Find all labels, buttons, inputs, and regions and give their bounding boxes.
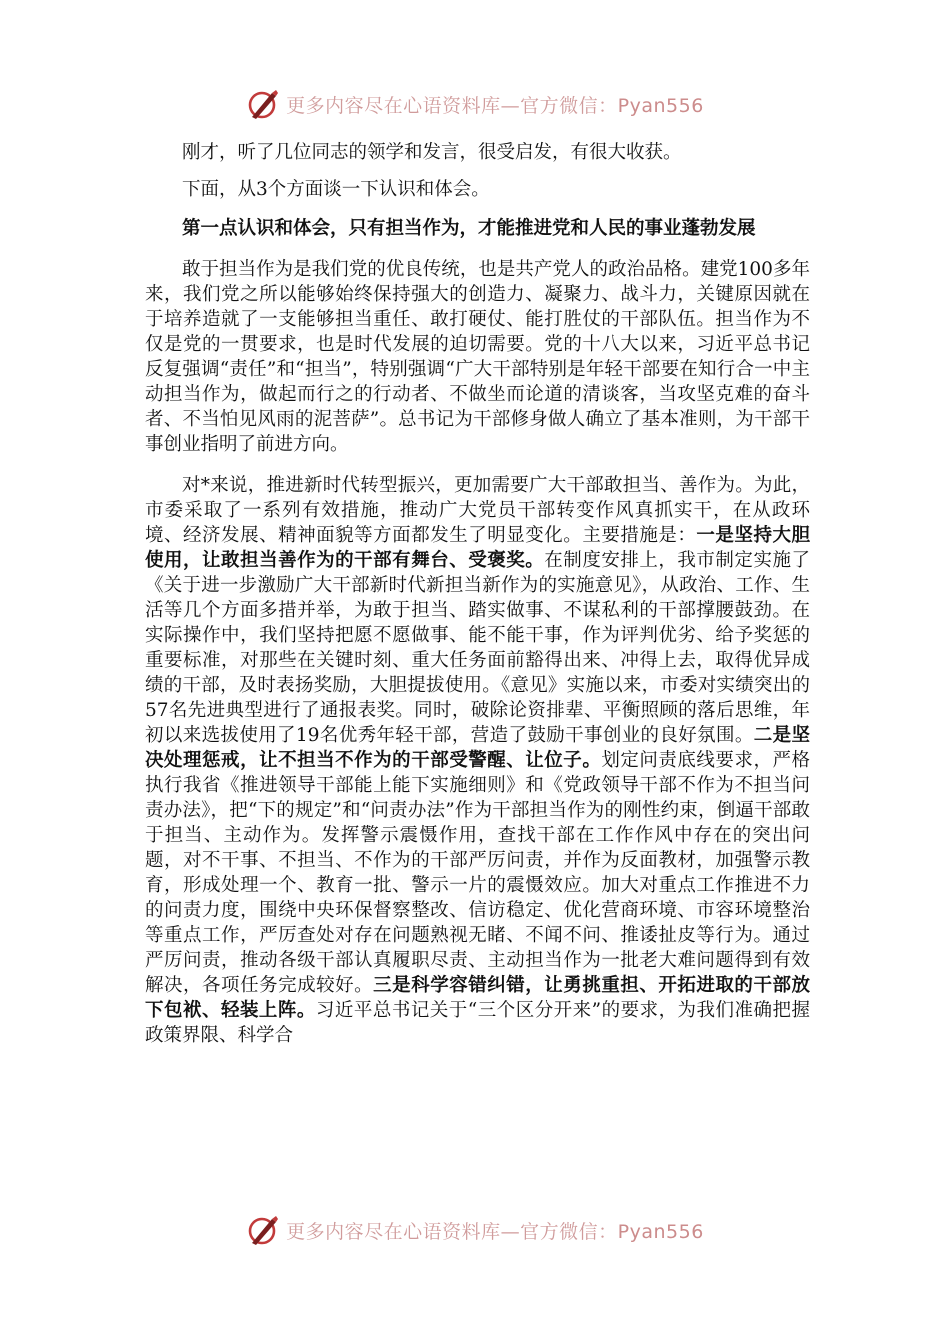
watermark-account: Pyan556 [617, 94, 704, 117]
paragraph-mixed [145, 473, 810, 1048]
watermark-text: 更多内容尽在心语资料库—官方微信：Pyan556 [286, 1220, 704, 1243]
text-run: 习近平总书记关于“三个区分开来”的要求，为我们准确把握政策界限、科学合 [145, 1000, 810, 1046]
paragraph: 敢于担当作为是我们党的优良传统，也是共产党人的政治品格。建党100多年来，我们党之所以能够始终保持强大的创造力、凝聚力、战斗力，关键原因就在于培养造就了一支能够担当重任、敢打硬仗、能打胜仗的干部队伍。担当作为不仅是党的一贯要求，也是时代发展的迫切需要。党的十八大以来，习近平总书记反复强调“责任”和“担当”，特别强调“广大干部特别是年轻干部要在知行合一中主动担当作为，做起而行之的行动者、不做坐而论道的清谈客，当攻坚克难的奋斗者、不当怕见风雨的泥菩萨”。总书记为干部修身做人确立了基本准则，为干部干事创业指明了前进方向。 [145, 259, 810, 455]
text-run: 在制度安排上，我市制定实施了《关于进一步激励广大干部新时代新担当新作为的实施意见》，从政治、工作、生活等几个方面多措并举，为敢于担当、踏实做事、不谋私利的干部撑腰鼓劲。在实际操作中，我们坚持把愿不愿做事、能不能干事，作为评判优劣、给予奖惩的重要标准，对那些在关键时刻、重大任务面前豁得出来、冲得上去，取得优异成绩的干部，及时表扬奖励，大胆提拔使用。《意见》实施以来，市委对实绩突出的57名先进典型进行了通报表奖。同时，破除论资排辈、平衡照顾的落后思维，年初以来选拔使用了19名优秀年轻干部，营造了鼓励干事创业的良好氛围。 [145, 550, 810, 746]
document-body [145, 140, 810, 1048]
pen-logo-icon [246, 1213, 280, 1247]
watermark-account: Pyan556 [617, 1220, 704, 1243]
watermark-text: 更多内容尽在心语资料库—官方微信：Pyan556 [286, 94, 704, 117]
section-heading: 第一点认识和体会，只有担当作为，才能推进党和人民的事业蓬勃发展 [182, 218, 756, 239]
pen-logo-icon [246, 87, 280, 121]
text-run: 划定问责底线要求，严格执行我省《推进领导干部能上能下实施细则》和《党政领导干部不作为不担当问责办法》，把“下的规定”和“问责办法”作为干部担当作为的刚性约束，倒逼干部敢于担当、主动作为。发挥警示震慑作用，查找干部在工作作风中存在的突出问题，对不干事、不担当、不作为的干部严厉问责，并作为反面教材，加强警示教育，形成处理一个、教育一批、警示一片的震慑效应。加大对重点工作推进不力的问责力度，围绕中央环保督察整改、信访稳定、优化营商环境、市容环境整治等重点工作，严厉查处对存在问题熟视无睹、不闻不问、推诿扯皮等行为。通过严厉问责，推动各级干部认真履职尽责、主动担当作为一批老大难问题得到有效解决，各项任务完成较好。 [145, 750, 810, 996]
paragraph: 刚才，听了几位同志的领学和发言，很受启发，有很大收获。 [182, 142, 682, 163]
text-run: 对*来说，推进新时代转型振兴，更加需要广大干部敢担当、善作为。为此，市委采取了一系列有效措施，推动广大党员干部转变作风真抓实干，在从政环境、经济发展、精神面貌等方面都发生了明显变化。主要措施是： [145, 475, 810, 546]
bold-run: 三是科学容错纠错，让勇挑重担、开拓进取的干部放下包袱、轻装上阵。 [145, 975, 810, 1021]
paragraph: 下面，从3个方面谈一下认识和体会。 [182, 179, 490, 200]
bold-run: 二是坚决处理惩戒，让不担当不作为的干部受警醒、让位子。 [145, 725, 810, 771]
watermark-banner-top [0, 84, 950, 124]
watermark-banner-bottom [0, 1210, 950, 1250]
bold-run: 一是坚持大胆使用，让敢担当善作为的干部有舞台、受褒奖。 [145, 525, 810, 571]
